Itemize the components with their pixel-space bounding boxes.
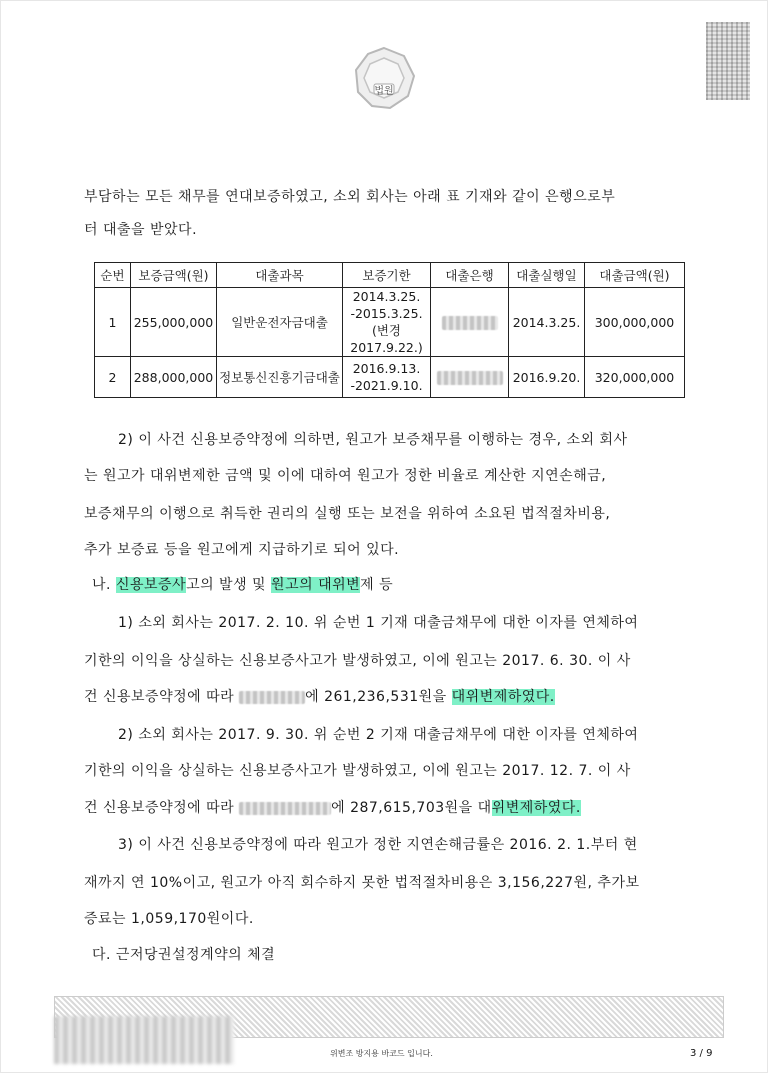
table-header: 순번 <box>95 263 131 288</box>
para2-line-4: 추가 보증료 등을 원고에게 지급하기로 되어 있다. <box>84 542 400 558</box>
redacted-footer-code <box>54 1016 234 1064</box>
section-b-prefix: 나. <box>92 577 116 593</box>
term-start: 2016.9.13. <box>352 361 421 376</box>
cell-guarantee: 255,000,000 <box>131 288 217 357</box>
section-b-highlight-2: 원고의 대위변 <box>271 577 361 593</box>
anti-forgery-note: 위변조 방지용 바코드 입니다. <box>330 1049 433 1058</box>
loan-table <box>94 262 685 398</box>
para5-line-1: 3) 이 사건 신용보증약정에 따라 원고가 정한 지연손해금률은 2016. 2. 1.부터 현 <box>118 837 638 853</box>
qr-code <box>706 22 750 100</box>
table-header: 대출은행 <box>431 263 509 288</box>
para4-highlight: 위변제하였다. <box>491 800 581 816</box>
para4-text-a: 건 신용보증약정에 따라 <box>84 800 240 816</box>
table-header-row <box>95 263 685 288</box>
para4-line-1: 2) 소외 회사는 2017. 9. 30. 위 순번 2 기재 대출금채무에 대한 이자를 연체하여 <box>118 727 639 743</box>
para3-text-b: 에 261,236,531원을 <box>305 689 452 705</box>
para3-text-a: 건 신용보증약정에 따라 <box>84 689 240 705</box>
cell-subject: 정보통신진흥기금대출 <box>217 357 343 398</box>
para4-text-c: 대 <box>477 800 492 816</box>
table-header: 보증금액(원) <box>131 263 217 288</box>
section-b-mid: 고의 발생 및 <box>186 577 272 593</box>
para3-line-2: 기한의 이익을 상실하는 신용보증사고가 발생하였고, 이에 원고는 2017. 6. 30. 이 사 <box>84 653 631 669</box>
emblem-label: 법원 <box>374 85 394 97</box>
para2-line-2: 는 원고가 대위변제한 금액 및 이에 대하여 원고가 정한 비율로 계산한 지연손해금, <box>84 468 607 484</box>
cell-guarantee: 288,000,000 <box>131 357 217 398</box>
para4-text-b: 에 287,615,703원을 <box>331 800 478 816</box>
para4-line-3 <box>84 797 581 817</box>
cell-amount: 300,000,000 <box>585 288 685 357</box>
cell-amount: 320,000,000 <box>585 357 685 398</box>
redacted-bank <box>239 691 305 704</box>
cell-subject: 일반운전자금대출 <box>217 288 343 357</box>
cell-bank <box>431 288 509 357</box>
section-b-rest: 제 등 <box>360 577 394 593</box>
section-c-heading: 다. 근저당권설정계약의 체결 <box>92 947 276 963</box>
para4-line-2: 기한의 이익을 상실하는 신용보증사고가 발생하였고, 이에 원고는 2017. 12. 7. 이 사 <box>84 763 631 779</box>
court-emblem-icon <box>350 44 418 112</box>
court-emblem <box>350 44 418 112</box>
section-b-heading <box>92 574 393 594</box>
redacted-bank <box>437 371 503 385</box>
intro-line-1: 부담하는 모든 채무를 연대보증하였고, 소외 회사는 아래 표 기재와 같이 은행으로부 <box>84 189 616 205</box>
para3-line-1: 1) 소외 회사는 2017. 2. 10. 위 순번 1 기재 대출금채무에 대한 이자를 연체하여 <box>118 615 639 631</box>
cell-date: 2014.3.25. <box>509 288 585 357</box>
section-b-highlight-1: 신용보증사 <box>115 577 187 593</box>
cell-bank <box>431 357 509 398</box>
table-header: 보증기한 <box>343 263 431 288</box>
term-start: 2014.3.25. <box>352 289 421 304</box>
table-header: 대출실행일 <box>509 263 585 288</box>
intro-line-2: 터 대출을 받았다. <box>84 222 198 238</box>
redacted-bank <box>239 802 331 815</box>
table-row <box>95 288 685 357</box>
cell-term <box>343 357 431 398</box>
para3-highlight: 대위변제하였다. <box>451 689 555 705</box>
cell-no: 2 <box>95 357 131 398</box>
table-header: 대출금액(원) <box>585 263 685 288</box>
para5-line-3: 증료는 1,059,170원이다. <box>84 911 254 927</box>
para2-line-3: 보증채무의 이행으로 취득한 권리의 실행 또는 보전을 위하여 소요된 법적절차비용, <box>84 506 611 522</box>
page-number: 3 / 9 <box>690 1048 713 1059</box>
cell-term <box>343 288 431 357</box>
table-row <box>95 357 685 398</box>
table-header: 대출과목 <box>217 263 343 288</box>
cell-date: 2016.9.20. <box>509 357 585 398</box>
para3-line-3 <box>84 686 555 706</box>
cell-no: 1 <box>95 288 131 357</box>
term-end: -2015.3.25. <box>350 306 423 321</box>
redacted-bank <box>442 316 498 330</box>
term-changed: (변경 2017.9.22.) <box>350 323 423 355</box>
para5-line-2: 재까지 연 10%이고, 원고가 아직 회수하지 못한 법적절차비용은 3,156,227원, 추가보 <box>84 875 640 891</box>
term-end: -2021.9.10. <box>350 378 423 393</box>
para2-line-1: 2) 이 사건 신용보증약정에 의하면, 원고가 보증채무를 이행하는 경우, 소외 회사 <box>118 432 628 448</box>
